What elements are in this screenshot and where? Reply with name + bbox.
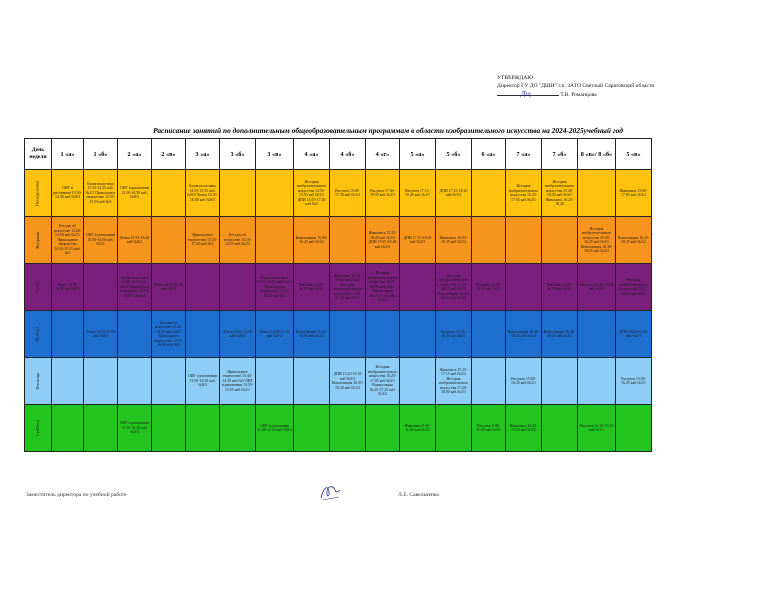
lesson-text: ОИГ в рисовании 13.50-14.50 каб.№8/3 [187,374,218,388]
lesson-cell [365,311,399,358]
approval-name: Т.В. Романцова [560,92,597,98]
lesson-text: Рисунок 16.30-19.00 каб.№3/1 [579,282,614,291]
lesson-cell [185,311,219,358]
lesson-cell [151,405,185,452]
table-row [25,217,652,264]
lesson-text: Рисунок 15.00-16.35 каб.№3/1 [547,282,572,291]
approval-signature-row [497,90,737,99]
lesson-cell [51,358,83,405]
lesson-text: Рисунок 15.00-16.25 каб.№3/1 [299,282,324,291]
lesson-cell [399,217,435,264]
lesson-cell [471,311,505,358]
lesson-cell [365,358,399,405]
lesson-cell [435,358,471,405]
lesson-text: История изобразительного искусства 16.25-17.05 каб.№3/1 Композиция 16.25-17.25 каб.№3/2 [367,365,398,397]
column-header: 7 «а» [505,139,541,170]
lesson-text: Лепка 14.55-16.00 каб.№8/3 [153,282,184,291]
lesson-cell [399,264,435,311]
lesson-text: История изобразительного искусства 14.55-15.55 каб.№3/1 ДПИ 15.55-17.00 каб.№5 [296,179,327,206]
day-cell [25,217,52,264]
lesson-cell [255,217,293,264]
lesson-cell [615,264,651,311]
lesson-text: Лепка 14.55-16.20 каб.№8/2 [119,235,150,244]
lesson-text: Рисунок 16.30-18.55 каб.№3/1 [476,282,501,291]
column-header: 4 «г» [365,139,399,170]
lesson-cell [185,264,219,311]
lesson-cell [219,264,255,311]
table-body [25,170,652,452]
lesson-text: Живопись 15.25-18.20 каб.№3/2 ДПИ 18.25-19.40 каб.№3/3 [368,231,397,249]
lesson-cell [51,170,83,217]
lesson-cell [435,405,471,452]
lesson-text: Бумагопластика 13.55-14.55 каб.№2/1 Прикладное творчество 14.55-16.00 каб.№5 [256,275,292,298]
lesson-cell [255,358,293,405]
lesson-cell [117,405,151,452]
lesson-cell [329,170,365,217]
lesson-cell [329,217,365,264]
lesson-cell [293,311,329,358]
table-row [25,358,652,405]
lesson-cell [185,170,219,217]
lesson-cell [83,311,117,358]
lesson-text: Рисунок 12.10-13.55 каб.№3/1 [579,423,614,432]
lesson-cell [577,217,615,264]
lesson-cell [435,311,471,358]
lesson-text: История изобразительного искусства 15.40-16.20 каб.№3/1 Живопись 16.25-18.20 [544,179,575,206]
lesson-cell [505,264,541,311]
deputy-name: Л.Е. Савельченко [398,492,440,498]
lesson-text: ДПИ 17.15-18.25 каб.№3/3 [403,235,432,244]
column-header: 3 «б» [219,139,255,170]
lesson-text: ОИГ в рисовании 13.50-14.50 каб.№8/3 [53,186,82,200]
lesson-text: Живопись 12.45-15.25 каб.№3/2 [509,423,538,432]
deputy-title: Заместитель директора по учебной работе [26,492,127,498]
lesson-cell [255,311,293,358]
lesson-text: ОИГ в рисовании 11.10-12.10 каб.№8/3 [119,421,150,435]
lesson-cell [117,358,151,405]
lesson-text: Живопись 16.55-18.25 каб.№3/2 [439,235,468,244]
day-cell [25,170,52,217]
lesson-cell [219,170,255,217]
lesson-text: Беседы об искусстве 14.10-14.50 каб.№2/1 [223,233,252,247]
lesson-cell [185,405,219,452]
column-header: 3 «в» [255,139,293,170]
lesson-cell [51,311,83,358]
lesson-text: Рисунок 15.00-16.25 каб.№3/1 [511,376,536,385]
lesson-text: Рисунок 9.00-11.05 каб.№3/1 [476,423,501,432]
day-label: Среда [34,281,40,293]
approval-line: Директор ГУ ДО "ДШИ" г.п. ЗАТО Светлый Саратовской области [497,83,655,89]
lesson-cell [435,217,471,264]
lesson-cell [541,217,577,264]
lesson-text: Композиция 15.25-16.50 каб.№3/2 [295,329,328,338]
column-header: 3 «а» [185,139,219,170]
lesson-cell [151,264,185,311]
lesson-cell [471,405,505,452]
lesson-cell [541,264,577,311]
lesson-cell [615,358,651,405]
lesson-cell [577,264,615,311]
lesson-cell [471,264,505,311]
lesson-cell [329,311,365,358]
day-cell [25,311,52,358]
lesson-cell [505,405,541,452]
lesson-text: Бумагопластика 13.55-14.55 каб.№2/1 Прикладное творчество 14.55-16.00 каб.№5 [119,275,150,298]
lesson-cell [399,311,435,358]
lesson-text: История изобразительного искусства 15.15-16.25 каб.№3/1 [618,278,649,296]
day-cell [25,405,52,452]
table-row [25,170,652,217]
lesson-cell [365,264,399,311]
lesson-cell [471,217,505,264]
lesson-cell [117,170,151,217]
lesson-cell [471,170,505,217]
lesson-cell [255,264,293,311]
day-label: Пятница [34,372,40,390]
lesson-text: Лепка 14.55-16.00 каб.№8/3 [222,329,253,338]
table-row [25,405,652,452]
lesson-text: Композиция 15.00-16.25 каб.№3/2 [295,235,328,244]
lesson-cell [219,358,255,405]
lesson-cell [83,405,117,452]
lesson-cell [541,358,577,405]
lesson-cell [505,217,541,264]
table-row [25,311,652,358]
day-header: День недели [25,139,52,170]
lesson-text: ДПИ 15.00-16.25 каб.№3/3 [619,329,648,338]
lesson-text: Живопись 15.50-16.55 каб.№3/2 История изобразительного искусства 17.00-17.40 каб.№3/1 [332,273,363,300]
lesson-cell [505,170,541,217]
lesson-cell [219,311,255,358]
lesson-cell [219,405,255,452]
lesson-cell [83,358,117,405]
lesson-cell [577,405,615,452]
lesson-cell [293,264,329,311]
lesson-text: Живопись 9.30-11.05 каб.№3/2 [404,423,431,432]
lesson-cell [151,217,185,264]
lesson-cell [365,405,399,452]
column-header: 6 «а» [471,139,505,170]
lesson-text: Лепка 14.55-16.00 каб.№8/3 [85,329,116,338]
lesson-cell [541,311,577,358]
lesson-cell [365,217,399,264]
lesson-cell [255,405,293,452]
lesson-cell [219,217,255,264]
lesson-text: Беседы об искусстве 13.20-14.50 каб.№2/1 Прикладное творчество 14.55-16.00 каб.№5 [153,320,184,347]
day-label: Понедельник [34,180,40,206]
approval-signature: Дщ [521,90,531,98]
lesson-cell [83,264,117,311]
column-header: 5 «а» [399,139,435,170]
lesson-cell [615,405,651,452]
lesson-text: Рисунок 15.40-17.30 каб.№3/2 [335,188,360,197]
approval-heading: УТВЕРЖДАЮ [497,75,534,81]
lesson-cell [185,358,219,405]
lesson-cell [399,405,435,452]
deputy-signature [318,482,342,502]
lesson-cell [51,264,83,311]
day-label: Четверг [34,326,40,342]
schedule-table [24,138,652,452]
lesson-text: Рисунок 15.35-16.45 каб.№3/1 [441,329,466,338]
column-header: 8 «в»/ 8 «б» [577,139,615,170]
lesson-cell [329,264,365,311]
approval-block [497,74,737,99]
lesson-cell [293,405,329,452]
lesson-text: Рисунок 15.00-16.25 каб.№3/1 [621,376,646,385]
lesson-cell [51,217,83,264]
lesson-text: Живопись 15.00-17.05 каб.№3/2 [619,188,648,197]
lesson-cell [293,358,329,405]
column-header: 2 «в» [151,139,185,170]
lesson-text: История изобразительного искусства 15.25-16.25 каб.№3/1 Композиция 16.25-17.45 каб.№3/2 [367,271,398,303]
lesson-cell [577,358,615,405]
table-row [25,264,652,311]
day-label: Суббота [34,419,40,437]
lesson-text: История изобразительного искусства 16.25-17.05 каб.№3/1 [508,184,539,202]
day-label: Вторник [34,231,40,249]
lesson-text: Прикладное творчество 15.55-17.00 каб.№5 [187,233,218,247]
lesson-text: История изобразительного искусства 15.45-16.25 каб.№3/1 Композиция 16.30-18.25 каб.№3/2 [580,226,613,253]
column-header: 4 «б» [329,139,365,170]
lesson-text: Композиция 16.25-18.25 каб.№3/2 [617,235,650,244]
lesson-cell [399,358,435,405]
day-cell [25,264,52,311]
column-header: 5 «в» [615,139,651,170]
lesson-cell [541,405,577,452]
lesson-text: ОИГ в рисовании 13.50-14.50 каб.№3/1 [85,233,116,247]
lesson-text: Живопись 15.15-17.15 каб.№3/2 История изобразительного искусства 17.20-18.00 каб.№3/1 [438,367,469,394]
lesson-cell [577,311,615,358]
header-row [25,139,652,170]
lesson-cell [151,311,185,358]
column-header: 2 «а» [117,139,151,170]
lesson-text: Лепка 14.20-15.25 каб.№8/3 [259,329,290,338]
lesson-cell [83,170,117,217]
lesson-cell [83,217,117,264]
lesson-cell [365,170,399,217]
lesson-text: ОИГ в рисовании 11.00-12.20 каб.№8/3 [257,423,292,432]
column-header: 1 «б» [83,139,117,170]
lesson-cell [117,217,151,264]
lesson-cell [541,170,577,217]
lesson-cell [399,170,435,217]
lesson-text: ДПИ 17.15-18.25 каб.№3/3 [439,188,468,197]
lesson-cell [329,405,365,452]
lesson-text: ОИГ в рисовании 13.50-14.50 каб.№8/3 [119,186,150,200]
lesson-cell [435,170,471,217]
lesson-cell [577,170,615,217]
page-title: Расписание занятий по дополнительным общеобразовательным программам в области изобразительного искусства на 2024-2025учебный год [153,126,623,135]
lesson-cell [151,358,185,405]
lesson-cell [293,170,329,217]
day-cell [25,358,52,405]
lesson-cell [293,217,329,264]
lesson-text: Прикладное творчество 13.45-14.50 каб.№5 ОИГ в рисовании 14.55-15.55 каб.№2/1 [221,369,254,392]
lesson-cell [615,311,651,358]
lesson-text: История изобразительного искусства 15.45-16.25 каб.№3/1 Композиция 16.30-18.25 каб.№3/2 [437,273,470,300]
lesson-text: Композиция 16.30-18.25 каб.№3/2 [507,329,540,338]
lesson-cell [435,264,471,311]
lesson-text: Рисунок 17.15-19.20 каб.№3/1 [405,188,430,197]
lesson-text: Лепка 14.55-16.00 каб.№8/3 [55,282,80,291]
lesson-cell [185,217,219,264]
lesson-cell [615,217,651,264]
lesson-cell [505,311,541,358]
lesson-cell [117,264,151,311]
lesson-cell [255,170,293,217]
lesson-cell [615,170,651,217]
lesson-cell [51,405,83,452]
lesson-text: Композиция 16.30-18.25 каб.№3/2 [543,329,576,338]
column-header: 4 «а» [293,139,329,170]
lesson-text: ДПИ 15.25-16.55 каб.№3/3 Композиция 16.55-18.20 каб.№3/2 [331,372,364,390]
column-header: 5 «б» [435,139,471,170]
lesson-text: Бумагопластика 14.55-15.55 каб.№8/3 Лепка 14.55-16.00 каб.№8/3 [187,184,218,202]
lesson-text: Беседы об искусстве 13.20-14.50 каб.№2/1 Прикладное творчество 14.55-15.55 каб.№5 [53,224,82,256]
lesson-cell [505,358,541,405]
lesson-cell [117,311,151,358]
lesson-text: Бумагопластика 13.55-14.55 каб.№2/1 Прикладное творчество 14.55-15.55 каб.№5 [85,181,116,204]
lesson-cell [471,358,505,405]
lesson-cell [151,170,185,217]
column-header: 1 «а» [51,139,83,170]
lesson-text: Рисунок 17.30-18.50 каб.№3/3 [370,188,395,197]
lesson-cell [329,358,365,405]
column-header: 7 «б» [541,139,577,170]
